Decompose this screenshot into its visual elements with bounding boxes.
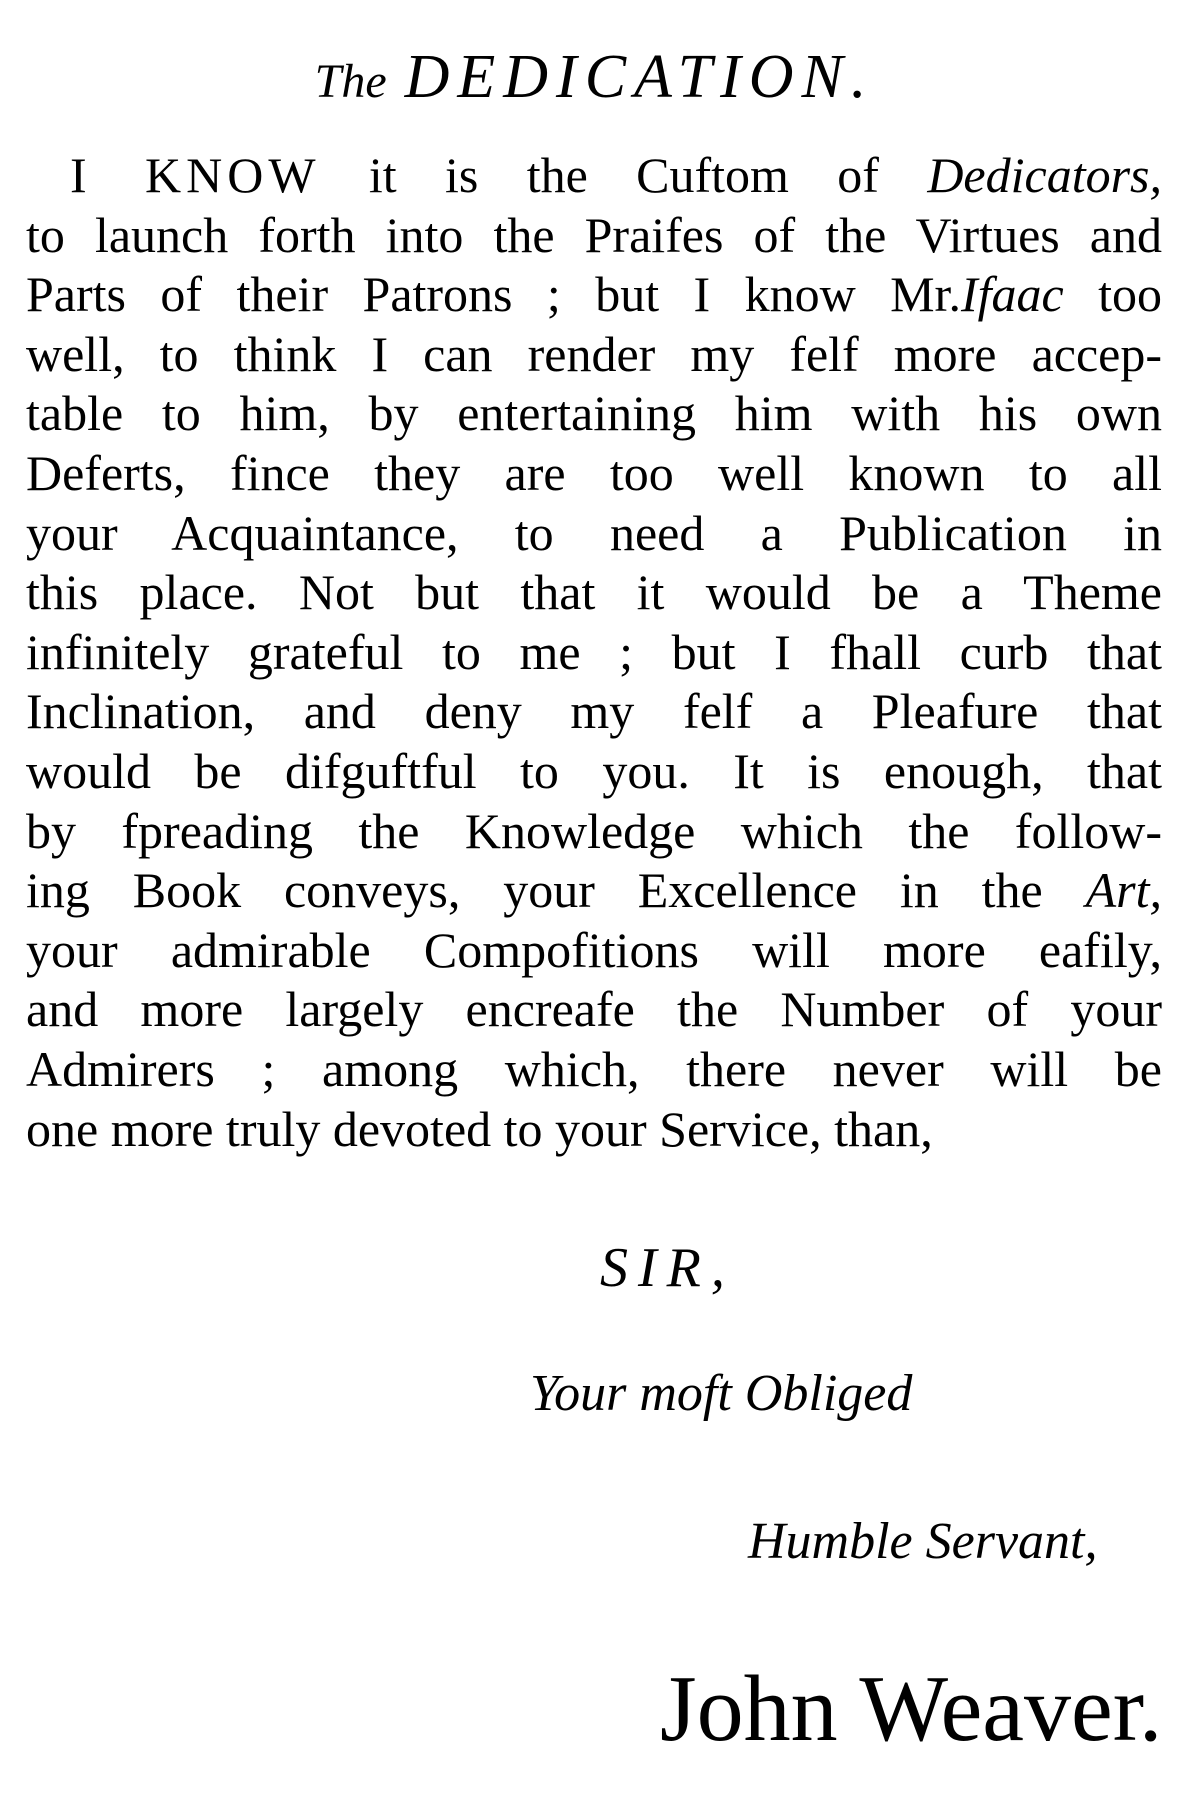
body-line: your Acquaintance, to need a Publication in [26, 504, 1162, 561]
body-line: and more largely encreafe the Number of your [26, 981, 1162, 1038]
title-prefix: The [314, 55, 387, 108]
opening-caps: I KNOW [70, 147, 321, 203]
body-line: infinitely grateful to me ; but I fhall curb that [26, 623, 1162, 680]
body-line-text: ing Book conveys, your Excellence in the [26, 862, 1086, 919]
dedication-body [26, 146, 1162, 1159]
body-line: would be difguftful to you. It is enough, that [26, 742, 1162, 799]
body-line-text: Parts of their Patrons ; but I know Mr. [26, 266, 961, 323]
body-line: to launch forth into the Praifes of the Virtues and [26, 206, 1162, 263]
body-line-text: it is the Cuftom of [320, 147, 928, 203]
italic-art: Art, [1085, 862, 1162, 919]
body-line [26, 861, 1162, 921]
body-line: table to him, by entertaining him with his own [26, 385, 1162, 442]
body-line: one more truly devoted to your Service, than, [26, 1100, 933, 1157]
salutation: SIR, [600, 1237, 735, 1299]
body-line [26, 265, 1162, 325]
body-line: well, to think I can render my felf more accep- [26, 325, 1162, 382]
signature-name: John Weaver. [660, 1657, 1163, 1761]
body-line-text: too [1063, 266, 1162, 323]
body-line: by fpreading the Knowledge which the follow- [26, 802, 1162, 859]
italic-dedicators: Dedicators, [927, 147, 1163, 203]
body-line [26, 146, 1162, 206]
body-line: this place. Not but that it would be a Theme [26, 564, 1162, 621]
italic-isaac: Ifaac [960, 266, 1064, 323]
body-line: Inclination, and deny my felf a Pleafure that [26, 683, 1162, 740]
closing-line-servant: Humble Servant, [748, 1513, 1098, 1570]
closing-line-obliged: Your moft Obliged [530, 1365, 913, 1422]
title-main: DEDICATION. [404, 43, 875, 111]
body-line: Deferts, fince they are too well known to all [26, 444, 1162, 501]
page-title [0, 43, 1189, 111]
body-line: your admirable Compofitions will more eafily, [26, 921, 1162, 978]
body-line: Admirers ; among which, there never will be [26, 1040, 1162, 1097]
